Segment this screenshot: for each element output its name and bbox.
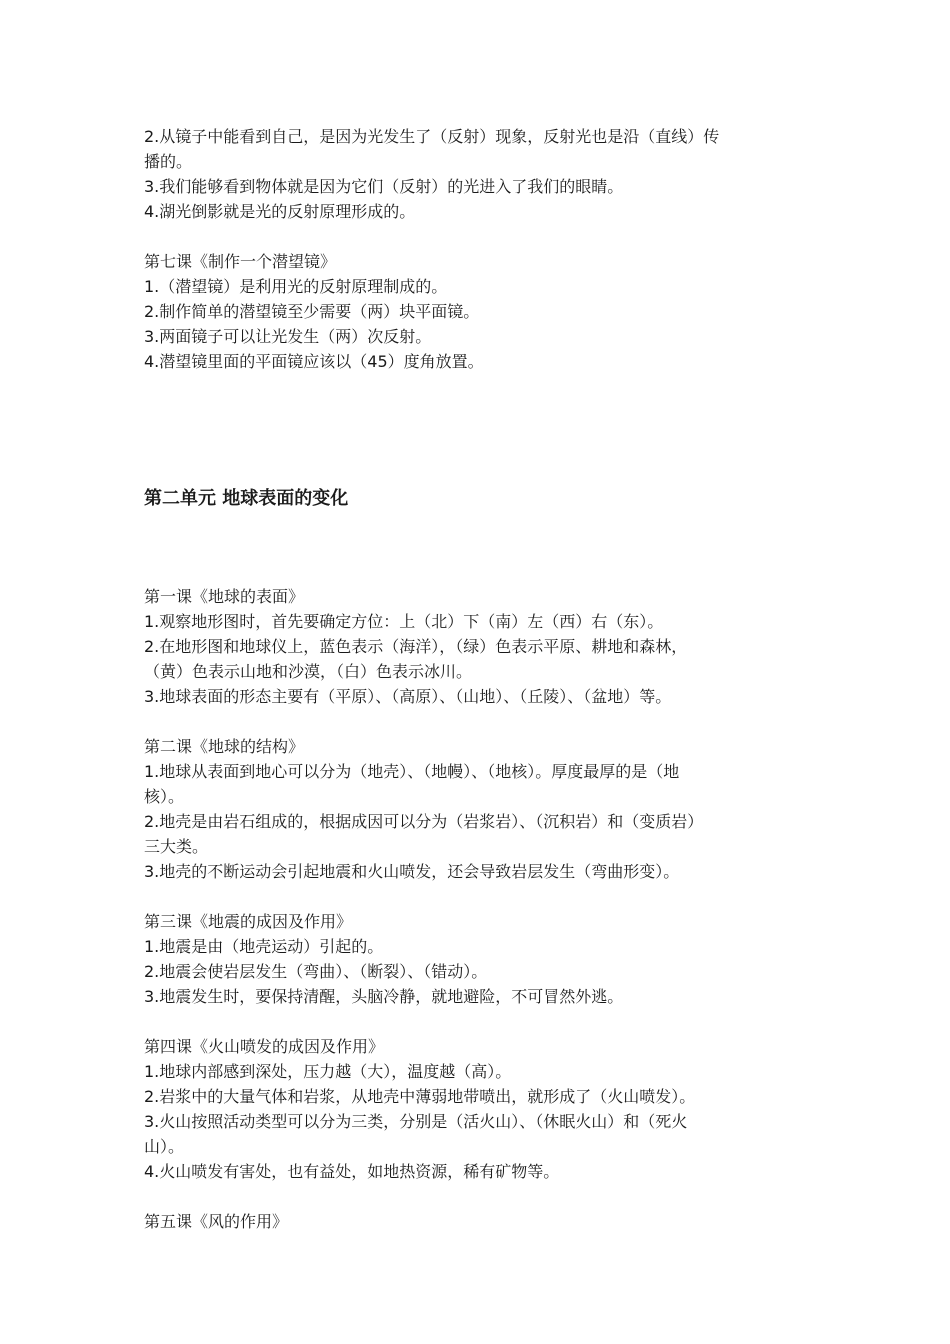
text-line: （黄）色表示山地和沙漠，（白）色表示冰川。 <box>144 662 473 681</box>
text-line: 4.潜望镜里面的平面镜应该以（45）度角放置。 <box>144 352 484 371</box>
text-line: 2.地壳是由岩石组成的，根据成因可以分为（岩浆岩）、（沉积岩）和（变质岩） <box>144 812 704 831</box>
text-line: 1.地球内部感到深处，压力越（大），温度越（高）。 <box>144 1062 512 1081</box>
unit-title: 第二单元 地球表面的变化 <box>144 488 349 509</box>
lesson-title: 第二课《地球的结构》 <box>144 737 305 756</box>
text-line: 3.我们能够看到物体就是因为它们（反射）的光进入了我们的眼睛。 <box>144 177 624 196</box>
text-line: 3.地震发生时，要保持清醒，头脑冷静，就地避险，不可冒然外逃。 <box>144 987 624 1006</box>
text-line: 1.观察地形图时，首先要确定方位：上（北）下（南）左（西）右（东）。 <box>144 612 664 631</box>
lesson-title: 第七课《制作一个潜望镜》 <box>144 252 337 271</box>
text-line: 2.从镜子中能看到自己，是因为光发生了（反射）现象，反射光也是沿（直线）传 <box>144 127 720 146</box>
text-line: 播的。 <box>144 152 193 171</box>
lesson-2 <box>144 734 824 884</box>
section-light-reflection <box>144 124 824 224</box>
lesson-5 <box>144 1209 824 1234</box>
text-line: 三大类。 <box>144 837 209 856</box>
text-line: 2.制作简单的潜望镜至少需要（两）块平面镜。 <box>144 302 480 321</box>
text-line: 1.（潜望镜）是利用光的反射原理制成的。 <box>144 277 448 296</box>
lesson-3 <box>144 909 824 1009</box>
text-line: 2.岩浆中的大量气体和岩浆，从地壳中薄弱地带喷出，就形成了（火山喷发）。 <box>144 1087 696 1106</box>
text-line: 1.地球从表面到地心可以分为（地壳）、（地幔）、（地核）。厚度最厚的是（地 <box>144 762 680 781</box>
text-line: 4.湖光倒影就是光的反射原理形成的。 <box>144 202 416 221</box>
text-line: 3.地球表面的形态主要有（平原）、（高原）、（山地）、（丘陵）、（盆地）等。 <box>144 687 672 706</box>
text-line: 4.火山喷发有害处，也有益处，如地热资源，稀有矿物等。 <box>144 1162 560 1181</box>
document-page <box>144 124 824 1234</box>
lesson-title: 第三课《地震的成因及作用》 <box>144 912 353 931</box>
text-line: 1.地震是由（地壳运动）引起的。 <box>144 937 384 956</box>
text-line: 3.火山按照活动类型可以分为三类，分别是（活火山）、（休眠火山）和（死火 <box>144 1112 688 1131</box>
lesson-4 <box>144 1034 824 1184</box>
lesson-7 <box>144 249 824 374</box>
text-line: 3.两面镜子可以让光发生（两）次反射。 <box>144 327 432 346</box>
lesson-title: 第一课《地球的表面》 <box>144 587 305 606</box>
lesson-title: 第五课《风的作用》 <box>144 1212 289 1231</box>
text-line: 3.地壳的不断运动会引起地震和火山喷发，还会导致岩层发生（弯曲形变）。 <box>144 862 680 881</box>
text-line: 核）。 <box>144 787 185 806</box>
text-line: 2.地震会使岩层发生（弯曲）、（断裂）、（错动）。 <box>144 962 488 981</box>
text-line: 2.在地形图和地球仪上，蓝色表示（海洋），（绿）色表示平原、耕地和森林， <box>144 637 688 656</box>
lesson-title: 第四课《火山喷发的成因及作用》 <box>144 1037 385 1056</box>
text-line: 山）。 <box>144 1137 185 1156</box>
lesson-1 <box>144 584 824 709</box>
